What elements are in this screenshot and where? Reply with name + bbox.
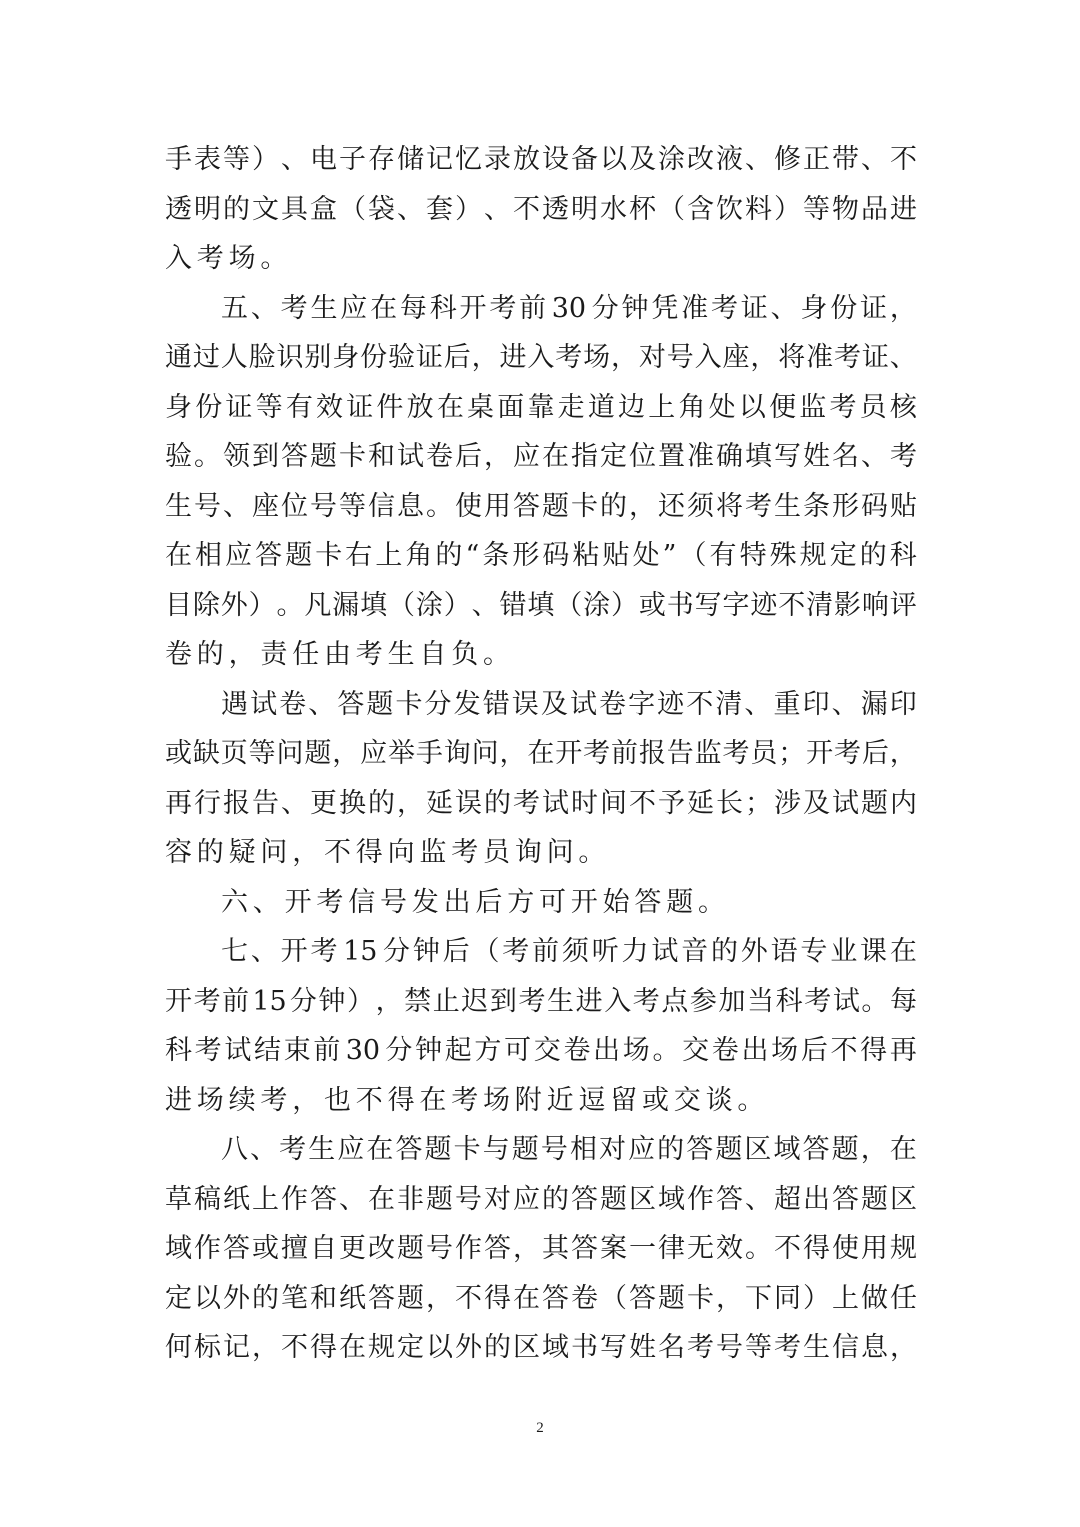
text-line: 草 稿 纸 上 作 答 、 在 非 题 号 对 应 的 答 题 区 域 作 答 、 超 出 答 题 区 [165,1183,917,1215]
text-line: 定 以 外 的 笔 和 纸 答 题 ， 不 得 在 答 卷 （ 答 题 卡 ， 下 同 ） 上 做 任 [165,1282,917,1314]
text-line: 开 考 前 15 分 钟 ） ， 禁 止 迟 到 考 生 进 入 考 点 参 加 当 科 考 试 。 每 [165,985,917,1017]
text-line: 进场续考，也不得在考场附近逗留或交谈。 [165,1084,770,1116]
text-line: 生 号 、 座 位 号 等 信 息 。 使 用 答 题 卡 的 ， 还 须 将 考 生 条 形 码 贴 [165,490,917,522]
text-line: 目 除 外 ） 。 凡 漏 填 （ 涂 ） 、 错 填 （ 涂 ） 或 书 写 字 迹 不 清 影 响 评 [165,589,917,621]
text-line: 容的疑问，不得向监考员询问。 [165,837,611,868]
text-line: 六、开考信号发出后方可开始答题。 [221,886,730,918]
text-line: 入考场。 [165,243,293,274]
text-line: 域 作 答 或 擅 自 更 改 题 号 作 答 ， 其 答 案 一 律 无 效 。 不 得 使 用 规 [165,1233,917,1264]
text-line: 或 缺 页 等 问 题 ， 应 举 手 询 问 ， 在 开 考 前 报 告 监 考 员 ； 开 考 后 ， [165,738,917,769]
text-line: 手 表 等 ） 、 电 子 存 储 记 忆 录 放 设 备 以 及 涂 改 液 、 修 正 带 、 不 [165,144,917,175]
text-line: 遇 试 卷 、 答 题 卡 分 发 错 误 及 试 卷 字 迹 不 清 、 重 印 、 漏 印 [221,688,917,720]
text-line: 验 。 领 到 答 题 卡 和 试 卷 后 ， 应 在 指 定 位 置 准 确 填 写 姓 名 、 考 [165,441,917,472]
text-line: 八 、 考 生 应 在 答 题 卡 与 题 号 相 对 应 的 答 题 区 域 答 题 ， 在 [221,1134,917,1165]
text-line: 通 过 人 脸 识 别 身 份 验 证 后 ， 进 入 考 场 ， 对 号 入 座 ， 将 准 考 证 、 [165,342,917,373]
body-text [165,135,917,1373]
text-line: 再 行 报 告 、 更 换 的 ， 延 误 的 考 试 时 间 不 予 延 长 ； 涉 及 试 题 内 [165,787,917,819]
text-line: 五 、 考 生 应 在 每 科 开 考 前 30 分 钟 凭 准 考 证 、 身 份 证 ， [221,292,917,324]
text-line: 何 标 记 ， 不 得 在 规 定 以 外 的 区 域 书 写 姓 名 考 号 等 考 生 信 息 ， [165,1332,917,1363]
text-line: 卷的，责任由考生自负。 [165,639,515,670]
text-line: 科 考 试 结 束 前 30 分 钟 起 方 可 交 卷 出 场 。 交 卷 出 场 后 不 得 再 [165,1035,917,1066]
text-line: 身 份 证 等 有 效 证 件 放 在 桌 面 靠 走 道 边 上 角 处 以 便 监 考 员 核 [165,391,917,423]
text-line: 在 相 应 答 题 卡 右 上 角 的 “ 条 形 码 粘 贴 处 ” （ 有 特 殊 规 定 的 科 [165,540,917,571]
text-line: 透 明 的 文 具 盒 （ 袋 、 套 ） 、 不 透 明 水 杯 （ 含 饮 料 ） 等 物 品 进 [165,193,917,225]
page-number: 2 [536,1420,544,1436]
text-line: 七 、 开 考 15 分 钟 后 （ 考 前 须 听 力 试 音 的 外 语 专 业 课 在 [221,936,917,967]
